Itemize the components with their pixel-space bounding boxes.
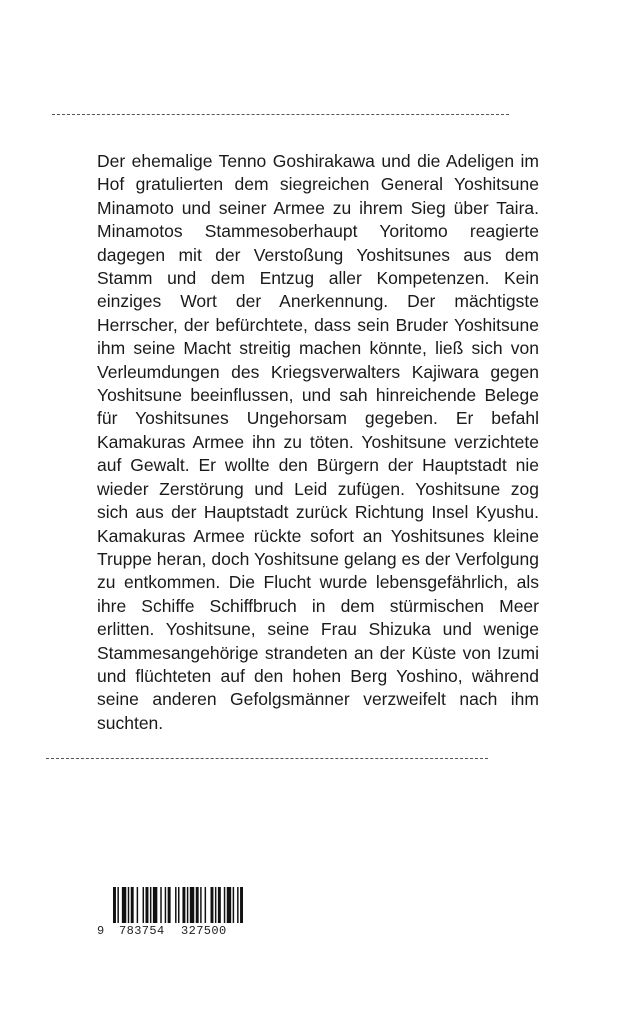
barcode-bar-20 <box>205 887 206 923</box>
barcode-bar-13 <box>175 887 176 923</box>
barcode-bar-0 <box>113 887 116 923</box>
barcode-bar-22 <box>215 887 216 923</box>
barcode-bar-17 <box>190 887 194 923</box>
barcode-bar-26 <box>233 887 234 923</box>
barcode-bar-2 <box>122 887 126 923</box>
back-cover-blurb: Der ehemalige Tenno Goshirakawa und die Adeligen im Hof gratulierten dem siegreichen General Yoshitsune Minamoto und seiner Armee zu ihrem Sieg über Taira. Minamotos Stammesoberhaupt Yoritomo reagierte dagegen mit der Verstoßung Yoshitsunes aus dem Stamm und dem Entzug aller Kompetenzen. Kein einziges Wort der Anerkennung. Der mächtigste Herrscher, der befürchtete, dass sein Bruder Yoshitsune ihm seine Macht streitig machen könnte, ließ sich von Verleumdungen des Kriegsverwalters Kajiwara gegen Yoshitsune beeinflussen, und sah hinreichende Belege für Yoshitsunes Ungehorsam gegeben. Er befahl Kamakuras Armee ihn zu töten. Yoshitsune verzichtete auf Gewalt. Er wollte den Bürgern der Hauptstadt nie wieder Zerstörung und Leid zufügen. Yoshitsune zog sich aus der Hauptstadt zurück Richtung Insel Kyushu. Kamakuras Armee rückte sofort an Yoshitsunes kleine Truppe heran, doch Yoshitsune gelang es der Verfolgung zu entkommen. Die Flucht wurde lebensgefährlich, als ihre Schiffe Schiffbruch in dem stürmischen Meer erlitten. Yoshitsune, seine Frau Shizuka und wenige Stammesangehörige strandeten an der Küste von Izumi und flüchteten auf den hohen Berg Yoshino, während seine anderen Gefolgsmänner verzweifelt nach ihm suchten. <box>97 151 539 733</box>
barcode-bar-8 <box>150 887 151 923</box>
barcode-bar-15 <box>182 887 185 923</box>
barcode-bar-10 <box>160 887 161 923</box>
barcode-bar-1 <box>117 887 118 923</box>
barcode-bar-28 <box>240 887 243 923</box>
barcode-bar-9 <box>153 887 157 923</box>
barcode-bar-12 <box>168 887 171 923</box>
barcode-right-digits: 327500 <box>181 924 227 938</box>
barcode-left-digits: 783754 <box>119 924 165 938</box>
barcode-bar-21 <box>211 887 214 923</box>
barcode-bar-16 <box>187 887 188 923</box>
barcode-bar-11 <box>165 887 166 923</box>
isbn-barcode <box>97 887 247 937</box>
barcode-bar-18 <box>196 887 199 923</box>
barcode-bar-5 <box>137 887 138 923</box>
barcode-bars <box>113 887 243 923</box>
barcode-lead-digit: 9 <box>97 924 105 938</box>
barcode-bar-6 <box>143 887 144 923</box>
barcode-bar-7 <box>146 887 149 923</box>
barcode-bar-4 <box>131 887 134 923</box>
dashed-divider-bottom <box>46 758 488 759</box>
barcode-bar-23 <box>218 887 221 923</box>
dashed-divider-top <box>52 114 509 115</box>
barcode-bar-14 <box>178 887 179 923</box>
barcode-bar-24 <box>224 887 225 923</box>
barcode-bar-3 <box>128 887 129 923</box>
barcode-bar-25 <box>227 887 231 923</box>
barcode-bar-19 <box>200 887 201 923</box>
barcode-bar-27 <box>237 887 238 923</box>
